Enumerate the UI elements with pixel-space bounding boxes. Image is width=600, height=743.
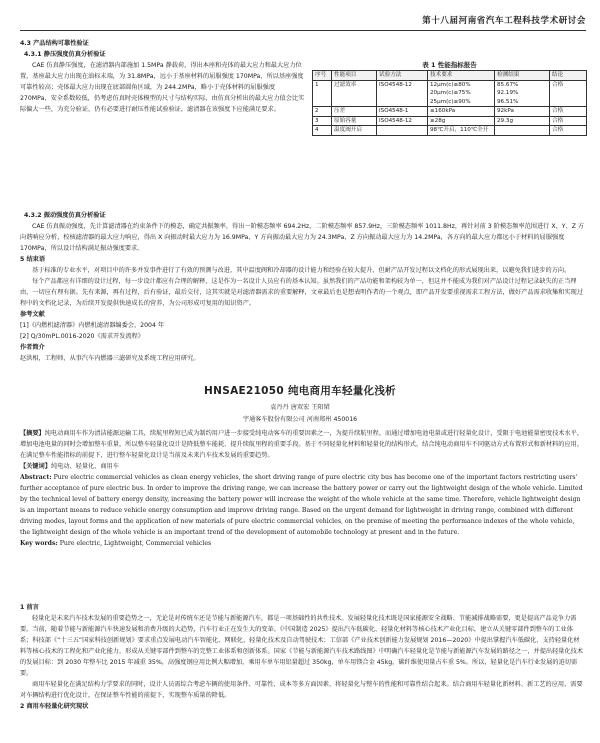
table-cell: 1 xyxy=(313,80,332,107)
table-cell: 合格 xyxy=(550,107,587,117)
abstract-block xyxy=(20,428,585,614)
table-cell: 合格 xyxy=(550,116,587,126)
performance-table xyxy=(312,60,587,194)
full-width-text xyxy=(20,210,585,376)
abstract-cn xyxy=(20,428,585,461)
abstract-cn-label: 【摘要】 xyxy=(20,430,45,437)
paragraph: 轻量化是未来汽车技术发展的重要趋势之一，无论是对传统车还是节能与新能源汽车，都是一项基础性的共性技术。发展轻量化技术既是国家能源安全战略、节能减排战略需要，更是提高产品竞争力需要。当前，随着节能与新能源汽车快速发展和消费升级的大趋势，汽车行业正在发生大的变革。《中国制造 2025》提出汽车低碳化、轻量化材料等核心技术产业化目标，建立从关键零部件到整车的工业体系；科技部《“十三五”国家科技创新规划》要求重点发展电动汽车智能化、网联化、轻量化技术及自动驾驶技术；工信部《产业技术创新能力发展规划 2016—2020》中提出掌握汽车低碳化、支持轻量化材料等核心技术的工程化和产业化能力，形成从关键零部件到整车的完整工业体系和创新体系。国家《节能与新能源汽车技术路线图》中明确汽车轻量化是节能与新能源汽车发展的路径之一，并提出轻量化技术的发展目标：到 2030 年整车比 2015 年减重 35%，高强度钢应用比例大幅增加，乘用车单车用铝量超过 350kg，单车用镁合金 45kg，碳纤维使用量占车重 5%。所以，轻量化是汽车行业发展的迫切需要。 xyxy=(20,615,584,677)
table-cell: ISO4548-12 xyxy=(377,116,428,126)
table-cell: 3 xyxy=(313,116,332,126)
table-header: 结论 xyxy=(550,71,587,81)
table-cell: 4 xyxy=(313,126,332,136)
table-row xyxy=(313,116,587,126)
table xyxy=(312,70,587,136)
table-cell: ISO4548-1 xyxy=(377,107,428,117)
references-heading: 参考文献 xyxy=(20,311,45,318)
table-cell: 温度阀开启 xyxy=(332,126,377,136)
abstract-en-label: Abstract: xyxy=(20,474,52,481)
paragraph: 基于标准的专业水平，对项目中的许多并发事件进行了有效的预测与改进，其中温度阀和冷却器的设计能力和经验在较大提升，但耐产品开发过程以文档化的形式展现出来，以避免我们进步的方向。 xyxy=(32,267,571,274)
table-cell: 2 xyxy=(313,107,332,117)
left-column-top xyxy=(20,38,305,208)
table-cell: 92kPa xyxy=(495,107,550,117)
section-heading: 5 结束语 xyxy=(20,256,46,263)
table-cell: ISO4548-12 xyxy=(377,80,428,107)
author-bio: 赵洪相，工程师，从事汽车内燃器三滤研究及系统工程应用研究。 xyxy=(20,355,200,362)
table-cell: ≥28g xyxy=(428,116,495,126)
article-authors: 袁丹丹 唐双宏 王阳珺 xyxy=(270,404,330,411)
keywords-cn-text: 纯电动、轻量化、商用车 xyxy=(50,463,119,470)
keywords-en-label: Key words: xyxy=(20,540,58,547)
keywords-en-text: Pure electric, Lightweight, Commercial vehicles xyxy=(59,540,212,547)
table-cell: 合格 xyxy=(550,126,587,136)
reference-item: [1]《内燃机滤清器》内燃机滤清器编委会，2004 年 xyxy=(20,322,165,329)
paragraph: CAE 仿真振动强度，先计算滤清器在约束条件下的模态，确定共振频率，得出一阶模态频率 694.2Hz，二阶模态频率 857.9Hz，三阶模态频率 1011.8Hz，再针对前 3 阶模态频率范围进行 X、Y、Z 方向谐响应分析，校核滤清器的最大应力响应，得出 X 向振动时最大应力为 16.9MPa，Y 方向振动最大应力为 24.3MPa，Z 方向振动最大应力为 14.2MPa，各方向的最大应力都远小于材料的屈服强度 170MPa，所以设计结构满足振动强度要求。 xyxy=(20,223,585,252)
keywords-cn xyxy=(20,461,585,472)
table-cell: 29.3g xyxy=(495,116,550,126)
abstract-en-text: Pure electric commercial vehicles as clean energy vehicles, the short driving range of pure electric city bus has become one of the important factors restricting users' further acceptance of pure electric bus. In order to improve the driving range, we can increase the battery power or carry out the lightweight design of the whole vehicle. Limited by the technical level of battery energy density, increasing the battery power will increase the weight of the whole vehicle at the same time. Therefore, vehicle lightweight design is an important means to reduce vehicle energy consumption and improve driving range. Based on the urgent demand for lightweight in driving range, combined with different driving modes, layout forms and the application of new materials of pure electric commercial vehicles, on the premise of meeting the performance indexes of the whole vehicle, the lightweight design of the whole vehicle is an important trend of the development of automobile technology at present and in the future. xyxy=(20,474,583,536)
paragraph: CAE 仿真静压强度，在滤清器内部施加 1.5MPa 静载荷，得出本座和壳体的最大应力和最大应力位置，基座最大应力出现在油标末端，为 31.8MPa，远小于基座材料的屈服强度 170MPa，所以基座强度可靠性较高；壳体最大应力出现在底部圆角区域，为 244.2MPa，略小于壳体材料的屈服强度 270MPa，安全系数较低，仍考虑仿真时壳体模型的尺寸与结构实际，由仿真分析出的最大应力值会比实际偏大一些，为充分验证，仍有必要进行耐压性能试验验证，滤清器在该强度下应能满足要求。 xyxy=(20,62,305,113)
table-header: 技术要求 xyxy=(428,71,495,81)
table-header: 试验方法 xyxy=(377,71,428,81)
subsection-heading: 4.3.1 静压强度仿真分析验证 xyxy=(24,51,106,58)
table-row xyxy=(313,126,587,136)
keywords-en xyxy=(20,538,585,549)
subsection-heading: 4.3.2 振动强度仿真分析验证 xyxy=(24,212,106,219)
abstract-en xyxy=(20,472,585,538)
table-cell xyxy=(377,126,428,136)
table-header: 检测结果 xyxy=(495,71,550,81)
author-bio-heading: 作者简介 xyxy=(20,344,45,351)
table-cell: 12μm(c)≥80% 20μm(c)≥75% 25μm(c)≥90% xyxy=(428,80,495,107)
paragraph: 商用车轻量化在满足结构力学要求的同时，设计人员需综合考虑车辆的使用条件、可靠性、成本等多方面因素，将轻量化与整车的性能和可靠性结合起来。结合商用车轻量化新材料、新工艺的应用，需要对车辆结构进行优化设计，在保证整车性能的前提下，实现整车质量的降低。 xyxy=(20,681,583,699)
paragraph: 每个产品都应有详细的设计过程，每一步设计都应有合理的解释，这是作为一名设计人员应有的基本认知。虽然我们的产品功能和架构较为单一，但这并不能成为我们对产品设计过程记录缺失的正当理由，一切应有理有据。先有来源，再有过程，后有验证，最后交付，这其实就是对滤清器需求的重要解释，文章最后也是想表明作者的一个观点，即产品开发要重视需求工程方法，做好产品需求收集和实现过程中的文档化记录，为后续开发提供快速成长的营养，为公司形成可复用的知识资产。 xyxy=(20,278,584,307)
abstract-cn-text: 纯电动商用车作为清洁能源运输工具，续航里程短已成为制约用户进一步接受纯电动客车的重要因素之一，为提升续航里程，而通过增加电池电量或进行轻量化设计，受限于电池能量密度技术水平，增加电池电量的同时会增加整车重量，所以整车轻量化设计是降低整车能耗、提升续航里程的重要手段。基于不同轻量化材料和轻量化的结构形式，结合纯电动商用车不同驱动方式布置形式和新材料的应用，在满足整车性能指标的前提下，进行整车轻量化设计是当前及未来汽车技术发展的重要趋势。 xyxy=(20,430,584,459)
journal-header: 第十八届河南省汽车工程科技学术研讨会 xyxy=(20,14,586,31)
table-header-row xyxy=(313,71,587,81)
table-cell: 合格 xyxy=(550,80,587,107)
table-cell: 过滤效率 xyxy=(332,80,377,107)
article-affiliation: 宇通客车股份有限公司 河南郑州 450016 xyxy=(242,416,358,423)
table-header: 性能项目 xyxy=(332,71,377,81)
table-cell: 98℃开启，110℃全开 xyxy=(428,126,495,136)
table-row xyxy=(313,107,587,117)
keywords-cn-label: 【关键词】 xyxy=(20,463,51,470)
intro-block xyxy=(20,602,585,740)
reference-item: [2] Q/30mPL.0016-2020《需求开发流程》 xyxy=(20,333,144,340)
table-cell: 压差 xyxy=(332,107,377,117)
section-heading: 1 前言 xyxy=(20,604,39,611)
section-heading: 2 商用车轻量化研究现状 xyxy=(20,703,89,710)
table-row xyxy=(313,80,587,107)
table-caption: 表 1 性能指标报告 xyxy=(422,61,477,69)
table-header: 序号 xyxy=(313,71,332,81)
table-cell: 85.67% 92.19% 96.51% xyxy=(495,80,550,107)
table-cell: 原始容量 xyxy=(332,116,377,126)
table-cell xyxy=(495,126,550,136)
section-heading: 4.3 产品结构可靠性验证 xyxy=(20,40,89,47)
article-title: HNSAE21050 纯电商用车轻量化浅析 xyxy=(204,385,396,397)
table-cell: ≤160kPa xyxy=(428,107,495,117)
